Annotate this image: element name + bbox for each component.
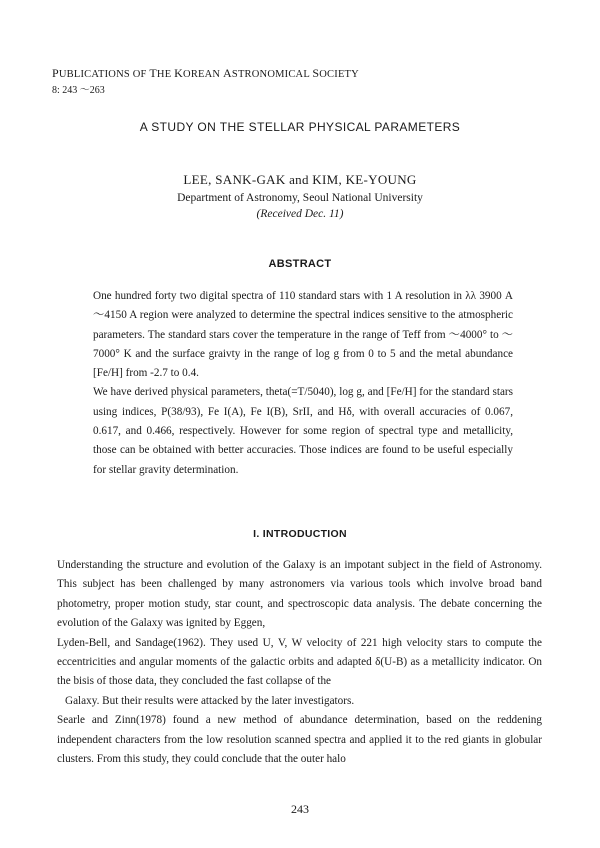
abstract-heading: ABSTRACT (268, 258, 332, 270)
abstract-body (93, 287, 513, 480)
abstract-paragraph-2: We have derived physical parameters, theta(=T/5040), log g, and [Fe/H] for the standard stars using indices, P(38/93), Fe I(A), Fe I(B), SrII, and Hδ, with overall accuracies of 0.067, 0.617, and 0.466, respectively. However for some region of spectral type and metallicity, those can be obtained with better accuracies. Those indices are found to be useful especially for stellar gravity determination. (93, 386, 513, 476)
volume-pages: 8: 243 ～263 (52, 85, 105, 96)
received-date: (Received Dec. 11) (256, 208, 344, 220)
intro-paragraph-2a: Lyden-Bell, and Sandage(1962). They used U, V, W velocity of 221 high velocity stars to compute the eccentricities and angular moments of the galactic orbits and adapted δ(U-B) as a metallicity indicator. On the bisis of those data, they concluded the fast collapse of the (57, 636, 542, 688)
section-heading-introduction: I. INTRODUCTION (253, 528, 347, 540)
introduction-body (57, 556, 542, 769)
abstract-paragraph-1: One hundred forty two digital spectra of 110 standard stars with 1 A resolution in λλ 3900 A ～4150 A region were analyzed to determine the spectral indices sensitive to the atmospheric parameters. The standard stars cover the temperature in the range of Teff from ～4000° to ～7000° K and the surface graivty in the range of log g from 0 to 5 and the metal abundance [Fe/H] from -2.7 to 0.4. (93, 290, 513, 380)
journal-name: PUBLICATIONS OF THE KOREAN ASTRONOMICAL SOCIETY (52, 66, 359, 80)
intro-paragraph-1: Understanding the structure and evolution of the Galaxy is an impotant subject in the field of Astronomy. This subject has been challenged by many astronomers via various tools which involve broad band photometry, proper motion study, star count, and spectroscopic data analysis. The debate concerning the evolution of the Galaxy was ignited by Eggen, (57, 559, 542, 630)
affiliation: Department of Astronomy, Seoul National University (177, 192, 423, 204)
page-number: 243 (291, 802, 309, 816)
intro-paragraph-3: Searle and Zinn(1978) found a new method of abundance determination, based on the reddening independent characters from the low resolution scanned spectra and applied it to the red giants in globular clusters. From this study, they could conclude that the outer halo (57, 714, 542, 766)
paper-title: A STUDY ON THE STELLAR PHYSICAL PARAMETERS (139, 120, 461, 134)
authors: LEE, SANK-GAK and KIM, KE-YOUNG (183, 172, 417, 187)
intro-paragraph-2b: Galaxy. But their results were attacked by the later investigators. (65, 694, 355, 707)
